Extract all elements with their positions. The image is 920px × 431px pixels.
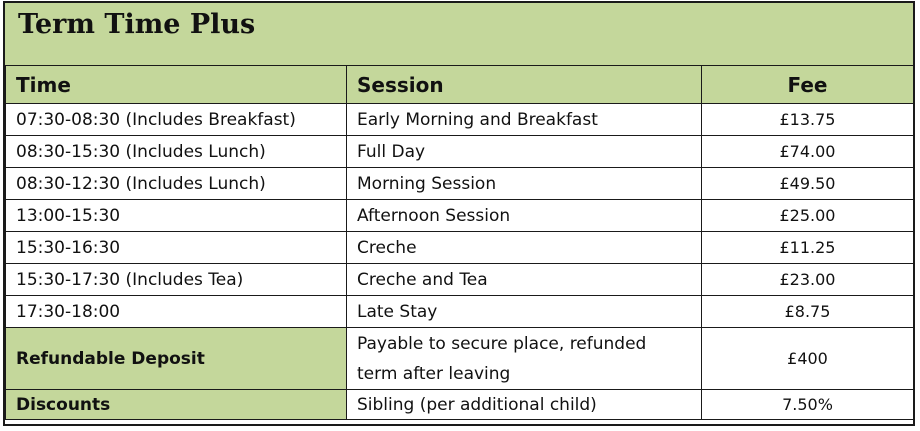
column-header-fee: Fee <box>702 66 914 104</box>
deposit-label: Refundable Deposit <box>6 328 347 390</box>
column-header-time: Time <box>6 66 347 104</box>
fee-cell: £49.50 <box>702 168 914 200</box>
page-title: Term Time Plus <box>18 9 256 40</box>
table-row <box>6 264 914 296</box>
table-row <box>6 232 914 264</box>
session-cell: Early Morning and Breakfast <box>347 104 702 136</box>
deposit-fee: £400 <box>702 328 914 390</box>
time-cell: 13:00-15:30 <box>6 200 347 232</box>
session-cell: Morning Session <box>347 168 702 200</box>
time-cell: 17:30-18:00 <box>6 296 347 328</box>
column-header-session: Session <box>347 66 702 104</box>
table-row <box>6 168 914 200</box>
time-cell: 07:30-08:30 (Includes Breakfast) <box>6 104 347 136</box>
session-cell: Full Day <box>347 136 702 168</box>
time-cell: 08:30-15:30 (Includes Lunch) <box>6 136 347 168</box>
fee-cell: £13.75 <box>702 104 914 136</box>
discounts-fee: 7.50% <box>702 390 914 420</box>
session-cell: Creche and Tea <box>347 264 702 296</box>
table-row <box>6 200 914 232</box>
discounts-description: Sibling (per additional child) <box>347 390 702 420</box>
discounts-row <box>6 390 914 420</box>
time-cell: 15:30-17:30 (Includes Tea) <box>6 264 347 296</box>
time-cell: 08:30-12:30 (Includes Lunch) <box>6 168 347 200</box>
deposit-description: Payable to secure place, refunded term after leaving <box>347 328 702 390</box>
session-cell: Afternoon Session <box>347 200 702 232</box>
time-cell: 15:30-16:30 <box>6 232 347 264</box>
session-cell: Creche <box>347 232 702 264</box>
fee-cell: £23.00 <box>702 264 914 296</box>
header-row <box>6 66 914 104</box>
table-row <box>6 104 914 136</box>
session-cell: Late Stay <box>347 296 702 328</box>
table-row <box>6 136 914 168</box>
fee-cell: £25.00 <box>702 200 914 232</box>
title-bar <box>5 3 913 67</box>
fee-cell: £74.00 <box>702 136 914 168</box>
fee-table <box>5 65 914 420</box>
fee-cell: £8.75 <box>702 296 914 328</box>
deposit-row <box>6 328 914 390</box>
fee-cell: £11.25 <box>702 232 914 264</box>
table-row <box>6 296 914 328</box>
fee-table-panel <box>3 1 915 426</box>
discounts-label: Discounts <box>6 390 347 420</box>
